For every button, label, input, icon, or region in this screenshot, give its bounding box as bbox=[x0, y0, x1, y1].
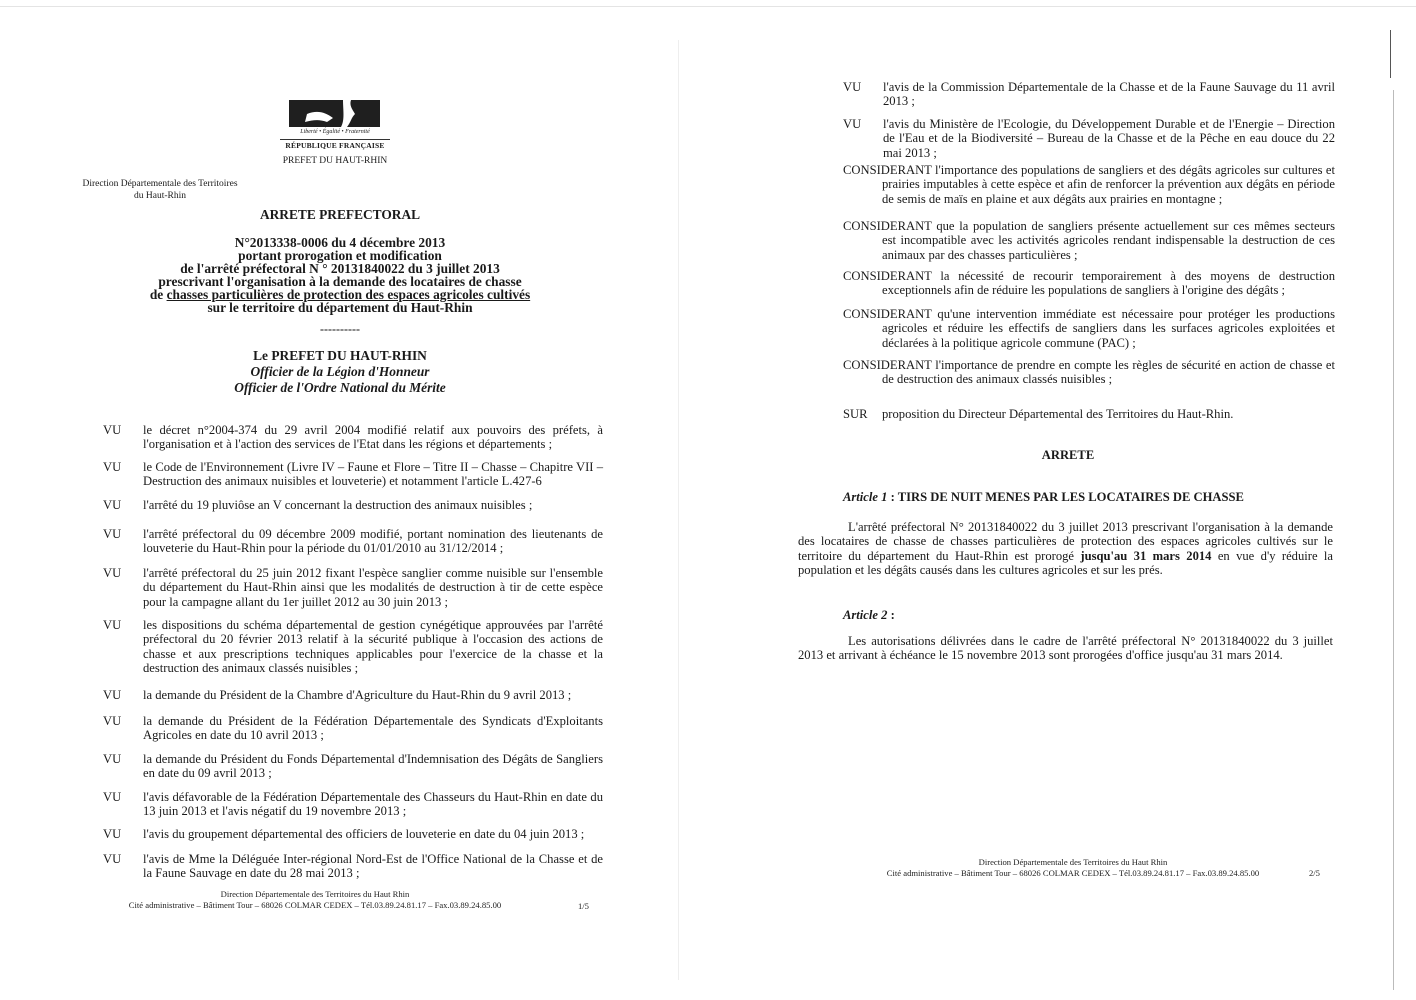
sur-label: SUR bbox=[843, 407, 868, 421]
vu-label: VU bbox=[103, 498, 122, 512]
page-2 bbox=[708, 0, 1416, 1000]
direction-line: Direction Départementale des Territoires bbox=[82, 179, 238, 189]
vu-label: VU bbox=[103, 566, 122, 580]
vu-text: l'arrêté préfectoral du 25 juin 2012 fixant l'espèce sanglier comme nuisible sur l'ensemble du département du Haut-Rhin ainsi que les modalités de destruction à tir de cette espèce pour la campagne allant du 1er juillet 2012 au 30 juin 2013 ; bbox=[143, 566, 603, 609]
vu-item bbox=[103, 423, 603, 452]
direction-line: du Haut-Rhin bbox=[134, 191, 186, 201]
footer-line: Cité administrative – Bâtiment Tour – 68026 COLMAR CEDEX – Tél.03.89.24.81.17 – Fax.03.89.24.85.00 bbox=[886, 868, 1260, 878]
considerant-item: CONSIDERANT l'importance des populations de sangliers et des dégâts agricoles sur cultures et prairies imputables à cette espèce et afin de renforcer la prévention aux dégâts en période de semis de maïs en plaine et aux dégâts aux prairies en montagne ; bbox=[843, 163, 1335, 206]
vu-item bbox=[103, 527, 603, 556]
vu-item bbox=[103, 460, 603, 489]
vu-text: la demande du Président de la Fédération Départementale des Syndicats d'Exploitants Agricoles en date du 10 avril 2013 ; bbox=[143, 714, 603, 743]
article-label: Article 2 bbox=[843, 608, 888, 622]
title-prefix: de bbox=[149, 287, 167, 302]
vu-item bbox=[103, 618, 603, 676]
vu-label: VU bbox=[103, 688, 122, 702]
marianne-logo bbox=[289, 100, 380, 127]
vu-text: l'avis du Ministère de l'Ecologie, du Développement Durable et de l'Energie – Direction de l'Eau et de la Biodiversité – Bureau de la Chasse et de la Pêche en eau douce du 22 mai 2013 ; bbox=[883, 117, 1335, 160]
title-underlined: chasses particulières de protection des espaces agricoles cultivés bbox=[166, 287, 531, 302]
vu-label: VU bbox=[103, 460, 122, 474]
arrete-heading: ARRETE bbox=[1041, 448, 1095, 462]
article-text-bold: jusqu'au 31 mars 2014 bbox=[1080, 548, 1212, 563]
considerant-item: CONSIDERANT l'importance de prendre en compte les règles de sécurité en action de chasse et de destruction des animaux classés nuisibles ; bbox=[843, 358, 1335, 387]
doc-title bbox=[90, 236, 590, 314]
vu-label: VU bbox=[103, 790, 122, 804]
footer-line: Direction Départementale des Territoires du Haut Rhin bbox=[978, 857, 1168, 867]
considerant-item: CONSIDERANT la nécessité de recourir temporairement à des moyens de destruction exceptionnels afin de réduire les populations de sangliers à l'origine des dégâts ; bbox=[843, 269, 1335, 298]
footer bbox=[858, 857, 1288, 879]
vu-label: VU bbox=[103, 714, 122, 728]
vu-text: le décret n°2004-374 du 29 avril 2004 modifié relatif aux pouvoirs des préfets, à l'organisation et à l'action des services de l'Etat dans les régions et départements ; bbox=[143, 423, 603, 452]
vu-text: la demande du Président de la Chambre d'Agriculture du Haut-Rhin du 9 avril 2013 ; bbox=[143, 688, 572, 702]
vu-item bbox=[103, 566, 603, 609]
title-line: prescrivant l'organisation à la demande des locataires de chasse bbox=[158, 274, 522, 289]
vu-item bbox=[103, 827, 603, 841]
title-line: sur le territoire du département du Haut-Rhin bbox=[207, 300, 473, 315]
article-1-heading bbox=[843, 490, 1343, 505]
authority-title: Officier de la Légion d'Honneur bbox=[250, 364, 430, 379]
considerant-item: CONSIDERANT qu'une intervention immédiate est nécessaire pour protéger les productions agricoles et réduire les effectifs de sangliers dans les surfaces agricoles exploitées et déclarées à la politique agricole commune (PAC) ; bbox=[843, 307, 1335, 350]
vu-label: VU bbox=[103, 852, 122, 866]
separator: ---------- bbox=[320, 322, 360, 336]
vu-label: VU bbox=[103, 752, 122, 766]
vu-text: l'arrêté du 19 pluviôse an V concernant la destruction des animaux nuisibles ; bbox=[143, 498, 533, 512]
vu-label: VU bbox=[843, 117, 862, 131]
vu-item bbox=[843, 80, 1335, 109]
vu-text: les dispositions du schéma départemental de gestion cynégétique approuvées par l'arrêté préfectoral du 20 février 2013 relatif à la sécurité publique à l'occasion des actions de chasse et aux prescriptions techniques applicables pour l'exercice de la chasse et la destruction des animaux classés nuisibles ; bbox=[143, 618, 603, 676]
vu-label: VU bbox=[103, 527, 122, 541]
title-line: portant prorogation et modification bbox=[238, 248, 442, 263]
vu-item bbox=[103, 852, 603, 881]
logo-republic: RÉPUBLIQUE FRANÇAISE bbox=[280, 139, 390, 150]
vu-item bbox=[103, 790, 603, 819]
vu-item bbox=[103, 714, 603, 743]
vu-text: l'avis du groupement départemental des officiers de louveterie en date du 04 juin 2013 ; bbox=[143, 827, 585, 841]
authority-name: Le PREFET DU HAUT-RHIN bbox=[253, 348, 427, 363]
article-title: : bbox=[887, 608, 895, 622]
article-text: en vue d'y réduire la population et les dégâts causés dans les cultures agricoles et sur les prés. bbox=[798, 548, 1333, 578]
vu-text: l'avis de la Commission Départementale de la Chasse et de la Faune Sauvage du 11 avril 2013 ; bbox=[883, 80, 1335, 109]
vu-item bbox=[843, 117, 1335, 160]
article-2-heading bbox=[843, 608, 1143, 623]
article-text: L'arrêté préfectoral N° 20131840022 du 3 juillet 2013 prescrivant l'organisation à la demande des locataires de chasse de chasses particulières de protection des espaces agricoles cultivés sur le territoire du département du Haut-Rhin est prorogé bbox=[798, 520, 1333, 563]
logo-motto: Liberté • Égalité • Fraternité bbox=[300, 129, 370, 135]
doc-type: ARRETE PREFECTORAL bbox=[259, 207, 421, 222]
vu-text: l'avis de Mme la Déléguée Inter-régional Nord-Est de l'Office National de la Chasse et de la Faune Sauvage en date du 28 mai 2013 ; bbox=[143, 852, 603, 881]
footer-line: Cité administrative – Bâtiment Tour – 68026 COLMAR CEDEX – Tél.03.89.24.81.17 – Fax.03.89.24.85.00 bbox=[128, 900, 502, 910]
prefet-header: PREFET DU HAUT-RHIN bbox=[282, 156, 388, 166]
sur-item bbox=[843, 407, 1338, 421]
page-number: 1/5 bbox=[578, 901, 589, 911]
vu-item bbox=[103, 752, 603, 781]
vu-text: l'arrêté préfectoral du 09 décembre 2009 modifié, portant nomination des lieutenants de louveterie du Haut-Rhin pour la période du 01/01/2010 au 31/12/2014 ; bbox=[143, 527, 603, 556]
considerant-item: CONSIDERANT que la population de sangliers présente actuellement sur ces mêmes secteurs est incompatible avec les activités agricoles rendant indispensable la destruction de ces animaux par des chasses particulières ; bbox=[843, 219, 1335, 262]
authority-title: Officier de l'Ordre National du Mérite bbox=[234, 380, 446, 395]
vu-label: VU bbox=[103, 827, 122, 841]
vu-label: VU bbox=[103, 423, 122, 437]
article-2-text: Les autorisations délivrées dans le cadre de l'arrêté préfectoral N° 20131840022 du 3 juillet 2013 et arrivant à échéance le 15 novembre 2013 sont prorogées d'office jusqu'au 31 mars 2014. bbox=[798, 634, 1333, 663]
direction-label bbox=[60, 178, 260, 202]
article-label: Article 1 bbox=[843, 490, 888, 504]
vu-label: VU bbox=[103, 618, 122, 632]
vu-item bbox=[103, 498, 603, 512]
title-line: de l'arrêté préfectoral N ° 20131840022 du 3 juillet 2013 bbox=[180, 261, 500, 276]
vu-text: la demande du Président du Fonds Départemental d'Indemnisation des Dégâts de Sangliers en date du 09 avril 2013 ; bbox=[143, 752, 603, 781]
article-title: : TIRS DE NUIT MENES PAR LES LOCATAIRES DE CHASSE bbox=[887, 490, 1244, 504]
vu-text: l'avis défavorable de la Fédération Départementale des Chasseurs du Haut-Rhin en date du 13 juin 2013 et l'avis négatif du 19 novembre 2013 ; bbox=[143, 790, 603, 819]
vu-label: VU bbox=[843, 80, 862, 94]
page-number: 2/5 bbox=[1309, 868, 1320, 878]
footer-line: Direction Départementale des Territoires du Haut Rhin bbox=[220, 889, 410, 899]
footer bbox=[100, 889, 530, 911]
sur-text: proposition du Directeur Départemental des Territoires du Haut-Rhin. bbox=[882, 407, 1234, 421]
article-1-text bbox=[798, 520, 1333, 578]
vu-text: le Code de l'Environnement (Livre IV – Faune et Flore – Titre II – Chasse – Chapitre VII – Destruction des animaux nuisibles et louveterie) et notamment l'article L.427-6 bbox=[143, 460, 603, 489]
title-line: N°2013338-0006 du 4 décembre 2013 bbox=[234, 235, 446, 250]
vu-item bbox=[103, 688, 603, 702]
